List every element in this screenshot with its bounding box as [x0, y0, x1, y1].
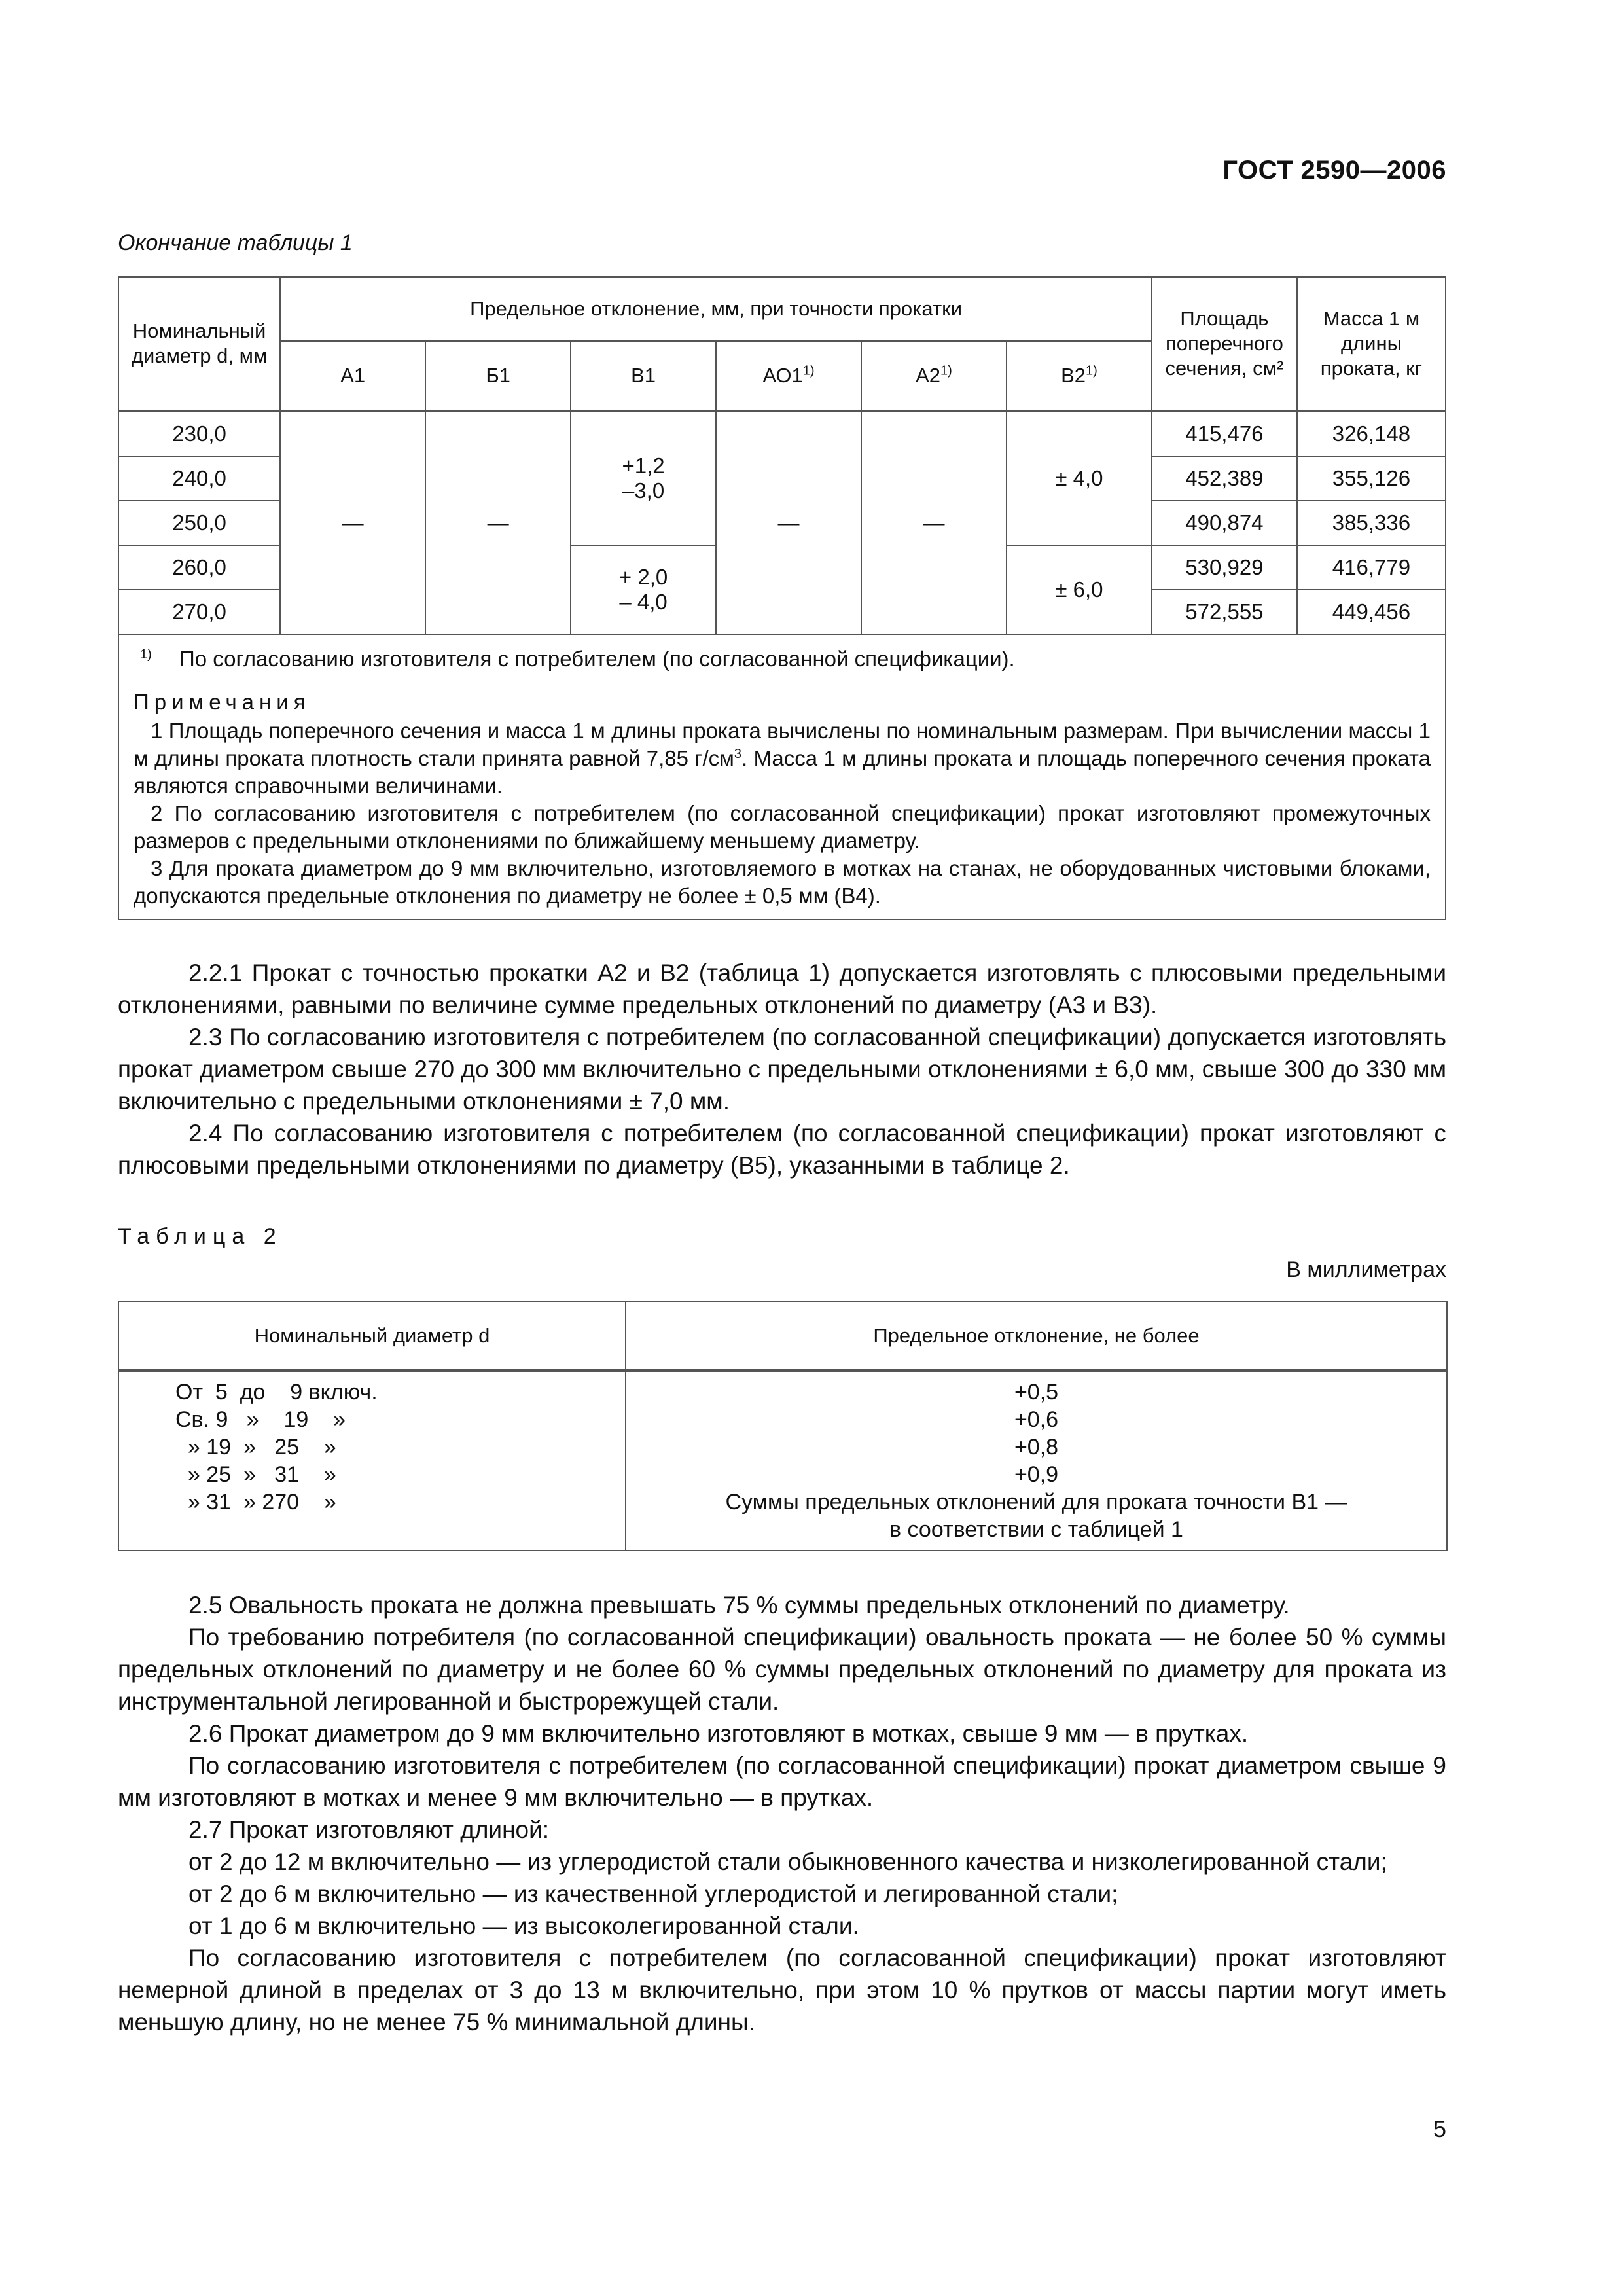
diameter-cell: 270,0: [118, 590, 280, 634]
table2-unit: В миллиметрах: [1286, 1257, 1446, 1282]
v1-tolerance-cell: +1,2 –3,0: [571, 411, 716, 545]
paragraph: 2.5 Овальность проката не должна превышать 75 % суммы предельных отклонений по диаметру.: [188, 1592, 1290, 1619]
mass-cell: 449,456: [1297, 590, 1446, 634]
col-tolerance-header: Предельное отклонение, мм, при точности прокатки: [280, 277, 1152, 341]
footnote: $^{1)}$ По согласованию изготовителя с потребителем (по согласованной спецификации).: [140, 647, 1015, 671]
mass-cell: 385,336: [1297, 501, 1446, 545]
diameter-cell: 230,0: [118, 411, 280, 456]
class-ao1-header: АО1$^{1)}$: [716, 341, 861, 411]
class-a1-header: А1: [280, 341, 425, 411]
table1-caption: Окончание таблицы 1: [118, 230, 353, 255]
class-v1-header: В1: [571, 341, 716, 411]
table1-notes: [118, 634, 1446, 920]
body-text-block-a: [118, 957, 1446, 1181]
notes-row: [118, 634, 1446, 920]
mass-cell: 326,148: [1297, 411, 1446, 456]
diameter-cell: 240,0: [118, 456, 280, 501]
col-diameter-header: Номинальный диаметр d: [118, 1302, 626, 1371]
diameter-cell: 250,0: [118, 501, 280, 545]
v1-tolerance-cell: + 2,0 – 4,0: [571, 545, 716, 634]
note-3: 3 Для проката диаметром до 9 мм включительно, изготовляемого в мотках на станах, не оборудованных чистовыми блоками, допускаются предельные отклонения по диаметру не более ± 0,5 мм (В4).: [134, 856, 1431, 908]
v2-tolerance-cell: ± 4,0: [1007, 411, 1152, 545]
paragraph: 2.4 По согласованию изготовителя с потребителем (по согласованной спецификации) прокат изготовляют с плюсовыми предельными отклонениями по диаметру (В5), указанными в таблице 2.: [118, 1120, 1446, 1179]
class-b1-header: Б1: [425, 341, 571, 411]
area-cell: 452,389: [1152, 456, 1297, 501]
paragraph: 2.7 Прокат изготовляют длиной:: [188, 1816, 550, 1843]
area-cell: 530,929: [1152, 545, 1297, 590]
paragraph: 2.6 Прокат диаметром до 9 мм включительно изготовляют в мотках, свыше 9 мм — в прутках.: [188, 1720, 1249, 1747]
col-mass-header: Масса 1 м длины проката, кг: [1297, 277, 1446, 411]
paragraph: 2.2.1 Прокат с точностью прокатки А2 и В2 (таблица 1) допускается изготовлять с плюсовыми предельными отклонениями, равными по величине сумме предельных отклонений по диаметру (А3 и В3).: [118, 960, 1446, 1018]
dash-cell: —: [861, 411, 1007, 634]
paragraph: По согласованию изготовителя с потребителем (по согласованной спецификации) прокат диаметром свыше 9 мм изготовляют в мотках и менее 9 мм включительно — в прутках.: [118, 1752, 1446, 1811]
mass-cell: 355,126: [1297, 456, 1446, 501]
paragraph: 2.3 По согласованию изготовителя с потребителем (по согласованной спецификации) допускается изготовлять прокат диаметром свыше 270 до 300 мм включительно с предельными отклонениями ± 6,0 мм, свыше 300 до 330 мм включительно с предельными отклонениями ± 7,0 мм.: [118, 1024, 1446, 1115]
note-2: 2 По согласованию изготовителя с потребителем (по согласованной спецификации) прокат изготовляют промежуточных размеров с предельными отклонениями по ближайшему меньшему диаметру.: [134, 801, 1431, 853]
notes-title: Примечания: [134, 690, 311, 714]
table-row: [118, 411, 1446, 456]
area-cell: 572,555: [1152, 590, 1297, 634]
diameter-ranges-cell: От 5 до 9 включ. Св. 9 » 19 » » 19 » 25 » » 25 » 31 » » 31 » 270 »: [118, 1371, 626, 1551]
paragraph: от 1 до 6 м включительно — из высоколегированной стали.: [188, 1912, 859, 1939]
paragraph: от 2 до 6 м включительно — из качественной углеродистой и легированной стали;: [188, 1880, 1118, 1907]
dash-cell: —: [716, 411, 861, 634]
table2-caption: Таблица 2: [118, 1224, 283, 1249]
paragraph: По требованию потребителя (по согласованной спецификации) овальность проката — не более 50 % суммы предельных отклонений по диаметру и не более 60 % суммы предельных отклонений по диаметру для проката из инструментальной легированной и быстрорежущей стали.: [118, 1624, 1446, 1715]
body-text-block-b: [118, 1589, 1446, 2038]
class-a2-header: А2$^{1)}$: [861, 341, 1007, 411]
paragraph: По согласованию изготовителя с потребителем (по согласованной спецификации) прокат изготовляют немерной длиной в пределах от 3 до 13 м включительно, при этом 10 % прутков от массы партии могут иметь меньшую длину, но не менее 75 % минимальной длины.: [118, 1945, 1446, 2036]
v2-tolerance-cell: ± 6,0: [1007, 545, 1152, 634]
document-code: ГОСТ 2590—2006: [1222, 156, 1446, 185]
col-diameter-header: Номинальный диаметр d, мм: [118, 277, 280, 411]
deviation-values-cell: +0,5 +0,6 +0,8 +0,9 Суммы предельных отклонений для проката точности В1 — в соответствии с таблицей 1: [626, 1371, 1447, 1551]
note-1: 1 Площадь поперечного сечения и масса 1 м длины проката вычислены по номинальным размерам. При вычислении массы 1 м длины проката плотность стали принята равной 7,85 $г/см^3$. Масса 1 м длины проката и площадь поперечного сечения проката являются справочными величинами.: [134, 719, 1431, 798]
col-deviation-header: Предельное отклонение, не более: [626, 1302, 1447, 1371]
table2: [118, 1301, 1448, 1551]
area-cell: 415,476: [1152, 411, 1297, 456]
page-number: 5: [1433, 2115, 1446, 2142]
dash-cell: —: [280, 411, 425, 634]
paragraph: от 2 до 12 м включительно — из углеродистой стали обыкновенного качества и низколегированной стали;: [188, 1848, 1387, 1875]
col-area-header: Площадь поперечного сечения, см²: [1152, 277, 1297, 411]
mass-cell: 416,779: [1297, 545, 1446, 590]
table1: [118, 276, 1446, 920]
diameter-cell: 260,0: [118, 545, 280, 590]
dash-cell: —: [425, 411, 571, 634]
area-cell: 490,874: [1152, 501, 1297, 545]
class-v2-header: В2$^{1)}$: [1007, 341, 1152, 411]
table-row: [118, 1371, 1447, 1551]
